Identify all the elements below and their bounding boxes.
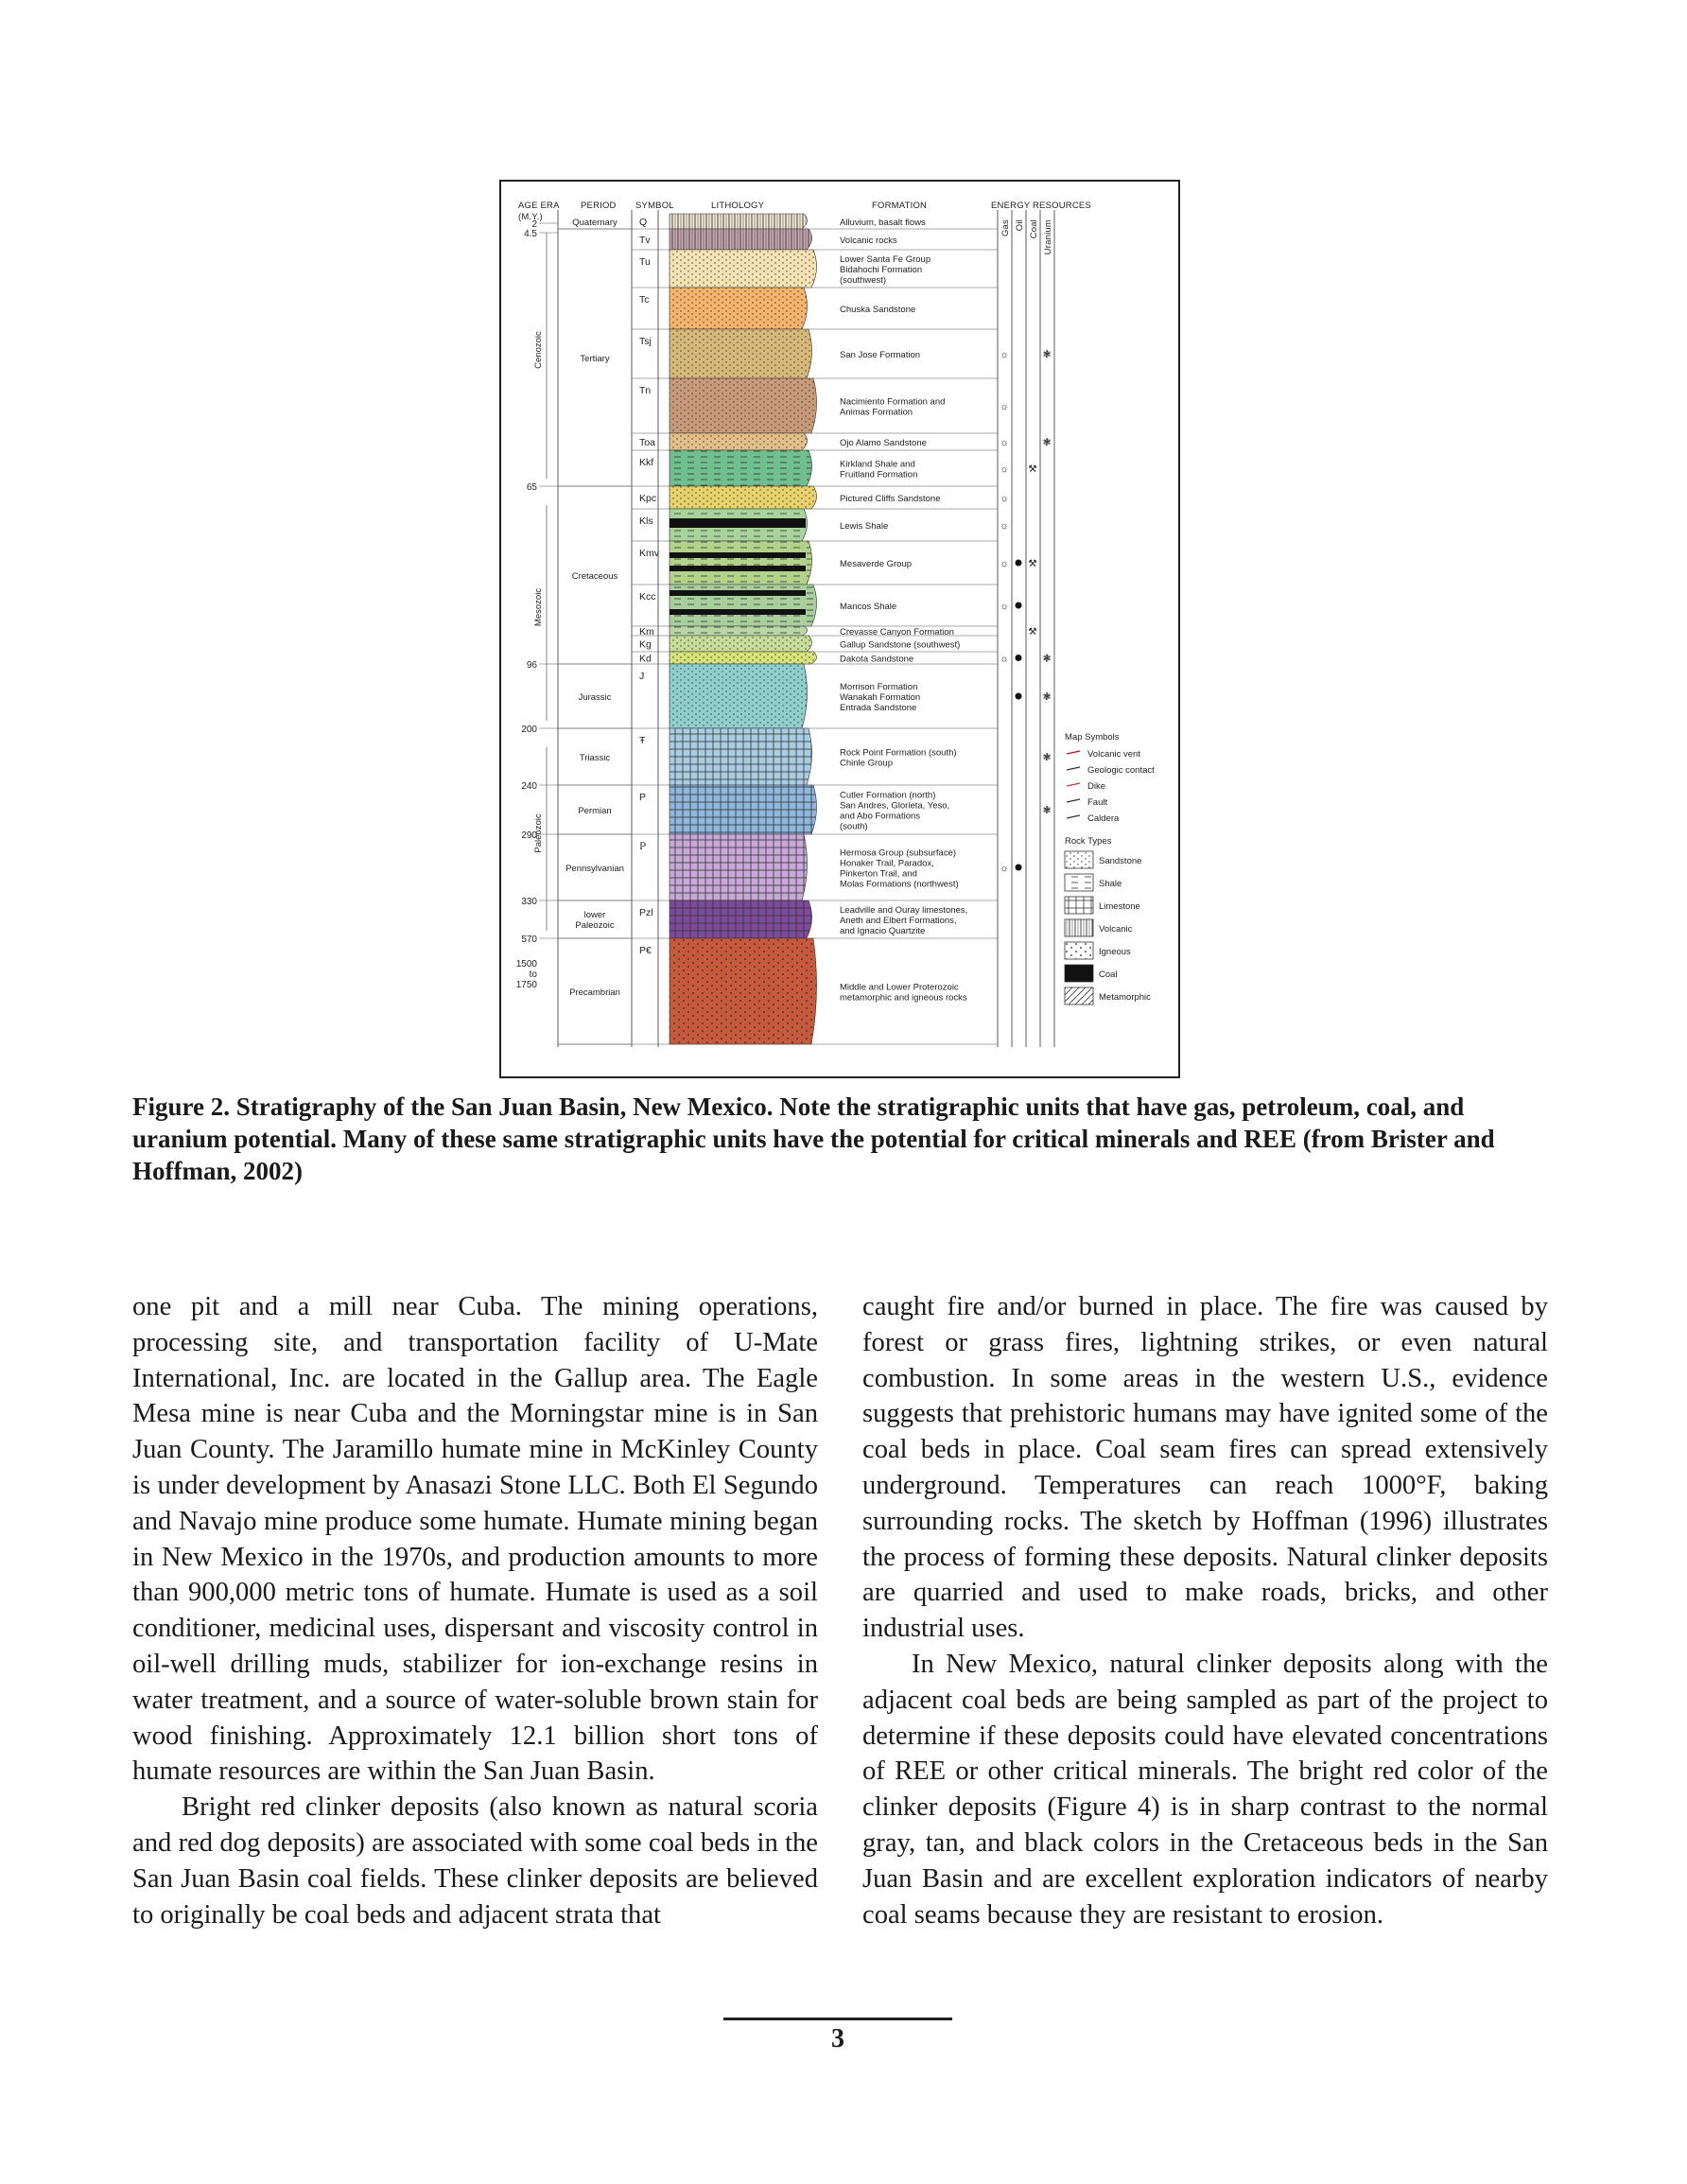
formation-name: Lower Santa Fe Group [840,254,931,265]
legend-map-symbol-icon [1067,783,1080,786]
period-label: Precambrian [569,987,620,998]
unit-symbol: Kls [639,515,653,527]
lithology-pattern [670,229,812,250]
coal-seam [670,518,806,528]
body-column-left [132,1289,818,1932]
legend-rock-swatch [1065,987,1093,1005]
formation-name: (southwest) [840,275,887,286]
coal-seam [670,566,806,571]
age-label: to [529,970,537,980]
lithology-pattern [670,329,812,378]
body-paragraph: one pit and a mill near Cuba. The mining operations, processing site, and transportation facility of U-Mate International, Inc. are located in the Gallup area. The Eagle Mesa mine is near Cuba and the Morningstar mine is in San Juan County. The Jaramillo humate mine in McKinley County is under development by Anasazi Stone LLC. Both El Segundo and Navajo mine produce some humate. Humate mining began in New Mexico in the 1970s, and production amounts to more than 900,000 metric tons of humate. Humate is used as a soil conditioner, medicinal uses, dispersant and viscosity control in oil-well drilling muds, stabilizer for ion-exchange resins in water treatment, and a source of water-soluble brown stain for wood finishing. Approximately 12.1 billion short tons of humate resources are within the San Juan Basin. [132,1292,818,1787]
unit-symbol: Q [639,217,648,228]
formation-name: Middle and Lower Proterozoic [840,982,959,993]
legend-map-symbol-icon [1067,815,1080,818]
legend-map-symbol-label: Geologic contact [1087,765,1155,776]
legend-map-symbols-title: Map Symbols [1065,732,1120,743]
period-label: Paleozoic [575,920,615,931]
formation-name: Chinle Group [840,758,893,769]
gas-icon: ☼ [1000,349,1009,360]
legend-rock-swatch [1065,965,1093,982]
figure-caption: Figure 2. Stratigraphy of the San Juan Basin, New Mexico. Note the stratigraphic units that have gas, petroleum, coal, and uranium potential. Many of these same stratigraphic units have the potential for critical minerals and REE (from Brister and Hoffman, 2002) [132,1092,1495,1185]
coal-icon: ⚒ [1028,558,1037,569]
footer-rule [723,2018,952,2020]
formation-name: metamorphic and igneous rocks [840,992,967,1004]
unit-symbol: Pzl [639,907,653,918]
legend-rock-label: Metamorphic [1099,992,1151,1003]
formation-name: Aneth and Elbert Formations, [840,916,957,926]
unit-symbol: P€ [639,945,652,956]
formation-name: and Abo Formations [840,811,921,822]
lithology-pattern [670,785,817,834]
header-age-era: AGE ERA [518,201,560,211]
lithology-pattern [670,214,808,229]
formation-name: Alluvium, basalt flows [840,218,926,228]
lithology-pattern [670,652,817,664]
formation-name: Pictured Cliffs Sandstone [840,494,941,504]
uranium-icon: ❃ [1042,805,1052,816]
legend-rock-swatch [1065,874,1093,891]
coal-icon: ⚒ [1028,463,1037,475]
stratigraphy-figure [499,180,1180,1078]
legend-rock-label: Limestone [1099,901,1140,912]
period-label: Permian [578,806,612,816]
formation-name: Ojo Alamo Sandstone [840,438,927,448]
formation-name: Hermosa Group (subsurface) [840,847,957,859]
legend-rock-label: Sandstone [1099,856,1142,866]
body-paragraph: caught fire and/or burned in place. The fire was caused by forest or grass fires, lightning strikes, or even natural combustion. In some areas in the western U.S., evidence suggests that prehistoric humans may have ignited some of the coal beds in place. Coal seam fires can spread extensively underground. Temperatures can reach 1000°F, baking surrounding rocks. The sketch by Hoffman (1996) illustrates the process of forming these deposits. Natural clinker deposits are quarried and used to make roads, bricks, and other industrial uses. [862,1292,1548,1644]
formation-name: Dakota Sandstone [840,654,914,665]
header-resource-gas: Gas [1000,219,1011,237]
legend-map-symbol-label: Volcanic vent [1087,749,1140,760]
body-paragraph: Bright red clinker deposits (also known as natural scoria and red dog deposits) are associated with some coal beds in the San Juan Basin coal fields. These clinker deposits are believed to originally be coal beds and adjacent strata that [132,1792,818,1930]
uranium-icon: ❃ [1042,437,1052,448]
gas-icon: ☼ [1000,558,1009,569]
legend-rock-label: Volcanic [1099,924,1133,935]
unit-symbol: Km [639,626,654,638]
gas-icon: ☼ [1000,653,1009,665]
gas-icon: ☼ [1000,520,1009,532]
age-label: 2 [531,219,537,230]
formation-name: Chuska Sandstone [840,305,916,315]
lithology-pattern [670,938,817,1044]
unit-symbol: Kg [639,638,652,651]
era-label: Mesozoic [533,587,544,627]
body-column-right [862,1289,1548,1932]
lithology-pattern [670,433,808,450]
legend-rock-types-title: Rock Types [1065,836,1112,847]
header-resource-oil: Oil [1015,219,1025,232]
formation-name: (south) [840,821,868,832]
uranium-icon: ❃ [1042,752,1052,763]
formation-name: Rock Point Formation (south) [840,747,957,759]
header-resource-uranium: Uranium [1043,219,1053,255]
legend-map-symbol-label: Caldera [1087,813,1120,824]
formation-name: Mancos Shale [840,602,897,612]
age-label: 1750 [515,980,537,990]
lithology-pattern [670,900,812,938]
header-formation: FORMATION [872,201,928,211]
header-resource-coal: Coal [1029,219,1039,239]
unit-symbol: Kpc [639,493,657,504]
uranium-icon: ❃ [1042,691,1052,703]
era-label: Cenozoic [533,331,544,369]
age-label: 1500 [515,959,537,970]
gas-icon: ☼ [1000,601,1009,612]
gas-icon: ☼ [1000,493,1009,504]
age-label: 4.5 [524,229,537,239]
age-label: 65 [526,482,537,493]
uranium-icon: ❃ [1042,349,1052,360]
formation-name: Molas Formations (northwest) [840,879,959,890]
unit-symbol: Tv [639,235,651,246]
legend-map-symbol-icon [1067,751,1080,754]
period-label: Quaternary [572,218,617,228]
header-lithology: LITHOLOGY [711,201,765,211]
period-label: Jurassic [578,692,612,703]
formation-name: Mesaverde Group [840,559,913,569]
age-label: 96 [526,660,537,671]
unit-symbol: Tn [639,385,652,396]
oil-icon [1016,560,1022,567]
formation-name: Morrison Formation [840,682,918,692]
legend-rock-label: Igneous [1099,947,1131,957]
formation-name: San Jose Formation [840,350,921,360]
age-label: 330 [521,897,537,907]
formation-name: Wanakah Formation [840,692,921,703]
lithology-pattern [670,728,812,785]
unit-symbol: Kd [639,653,652,665]
legend-map-symbol-icon [1067,799,1080,802]
period-label: Pennsylvanian [565,864,624,874]
period-label: Triassic [579,753,611,763]
unit-symbol: Kkf [639,457,654,468]
unit-symbol: Tu [639,256,651,268]
gas-icon: ☼ [1000,863,1009,874]
gas-icon: ☼ [1000,437,1009,448]
legend-map-symbol-label: Fault [1087,797,1108,808]
formation-name: Leadville and Ouray limestones, [840,905,968,916]
lithology-pattern [670,541,812,585]
formation-name: Pinkerton Trail, and [840,868,917,880]
lithology-pattern [670,288,808,329]
header-energy-resources: ENERGY RESOURCES [991,201,1091,211]
header-symbol: SYMBOL [635,201,674,211]
age-label: 200 [521,725,537,735]
uranium-icon: ❃ [1042,653,1052,665]
oil-icon [1016,603,1022,609]
body-paragraph: In New Mexico, natural clinker deposits along with the adjacent coal beds are being sampled as part of the project to determine if these deposits could have elevated concentrations of REE or other critical minerals. The bright red color of the clinker deposits (Figure 4) is in sharp contrast to the normal gray, tan, and black colors in the Cretaceous beds in the San Juan Basin and are excellent exploration indicators of nearby coal seams because they are resistant to erosion. [862,1649,1548,1930]
formation-name: Cutler Formation (north) [840,790,936,801]
unit-symbol: Ŧ [639,735,646,746]
legend-rock-swatch [1065,919,1093,936]
coal-seam [670,552,806,558]
lithology-pattern [670,664,808,728]
unit-symbol: Tsj [639,336,652,347]
formation-name: Gallup Sandstone (southwest) [840,639,961,651]
gas-icon: ☼ [1000,463,1009,475]
stratigraphic-column-svg [501,182,1178,1076]
header-mya: (M.Y.) [518,212,543,222]
legend-rock-swatch [1065,851,1093,868]
coal-icon: ⚒ [1028,626,1037,638]
age-label: 240 [521,781,537,792]
legend-rock-label: Shale [1099,879,1122,889]
unit-symbol: Tc [639,294,650,306]
age-label: 290 [521,830,537,841]
formation-name: Bidahochi Formation [840,265,923,275]
formation-name: San Andres, Glorieta, Yeso, [840,800,950,812]
header-period: PERIOD [581,201,617,211]
legend-rock-label: Coal [1099,970,1118,980]
legend-rock-swatch [1065,942,1093,959]
unit-symbol: P [639,792,647,803]
period-label: lower [583,910,606,920]
formation-name: Animas Formation [840,407,913,418]
formation-name: Kirkland Shale and [840,459,915,470]
formation-name: Fruitland Formation [840,469,918,480]
coal-seam [670,609,806,615]
unit-symbol: Kmv [639,548,659,559]
unit-symbol: ℙ [639,841,647,852]
legend-rock-swatch [1065,897,1093,914]
formation-name: Honaker Trail, Paradox, [840,858,934,869]
unit-symbol: Toa [639,437,655,448]
formation-name: Crevasse Canyon Formation [840,627,954,638]
lithology-pattern [670,486,817,509]
period-label: Cretaceous [571,571,618,582]
formation-name: Volcanic rocks [840,236,897,246]
lithology-pattern [670,250,817,288]
formation-name: Lewis Shale [840,521,889,532]
lithology-pattern [670,626,808,636]
oil-icon [1016,693,1022,700]
formation-name: Nacimiento Formation and [840,396,946,408]
page-number: 3 [831,2024,844,2053]
gas-icon: ☼ [1000,401,1009,412]
lithology-pattern [670,450,812,486]
oil-icon [1016,655,1022,661]
oil-icon [1016,865,1022,871]
unit-symbol: J [639,671,645,682]
unit-symbol: Kcc [639,591,656,603]
age-label: 570 [521,935,537,945]
lithology-pattern [670,636,812,652]
formation-name: and Ignacio Quartzite [840,926,926,936]
legend-map-symbol-label: Dike [1087,781,1106,792]
legend-map-symbol-icon [1067,767,1080,770]
lithology-pattern [670,834,808,900]
formation-name: Entrada Sandstone [840,703,917,713]
period-label: Tertiary [580,354,610,364]
lithology-pattern [670,378,817,433]
era-label: Paleozoic [533,813,544,853]
coal-seam [670,590,806,596]
